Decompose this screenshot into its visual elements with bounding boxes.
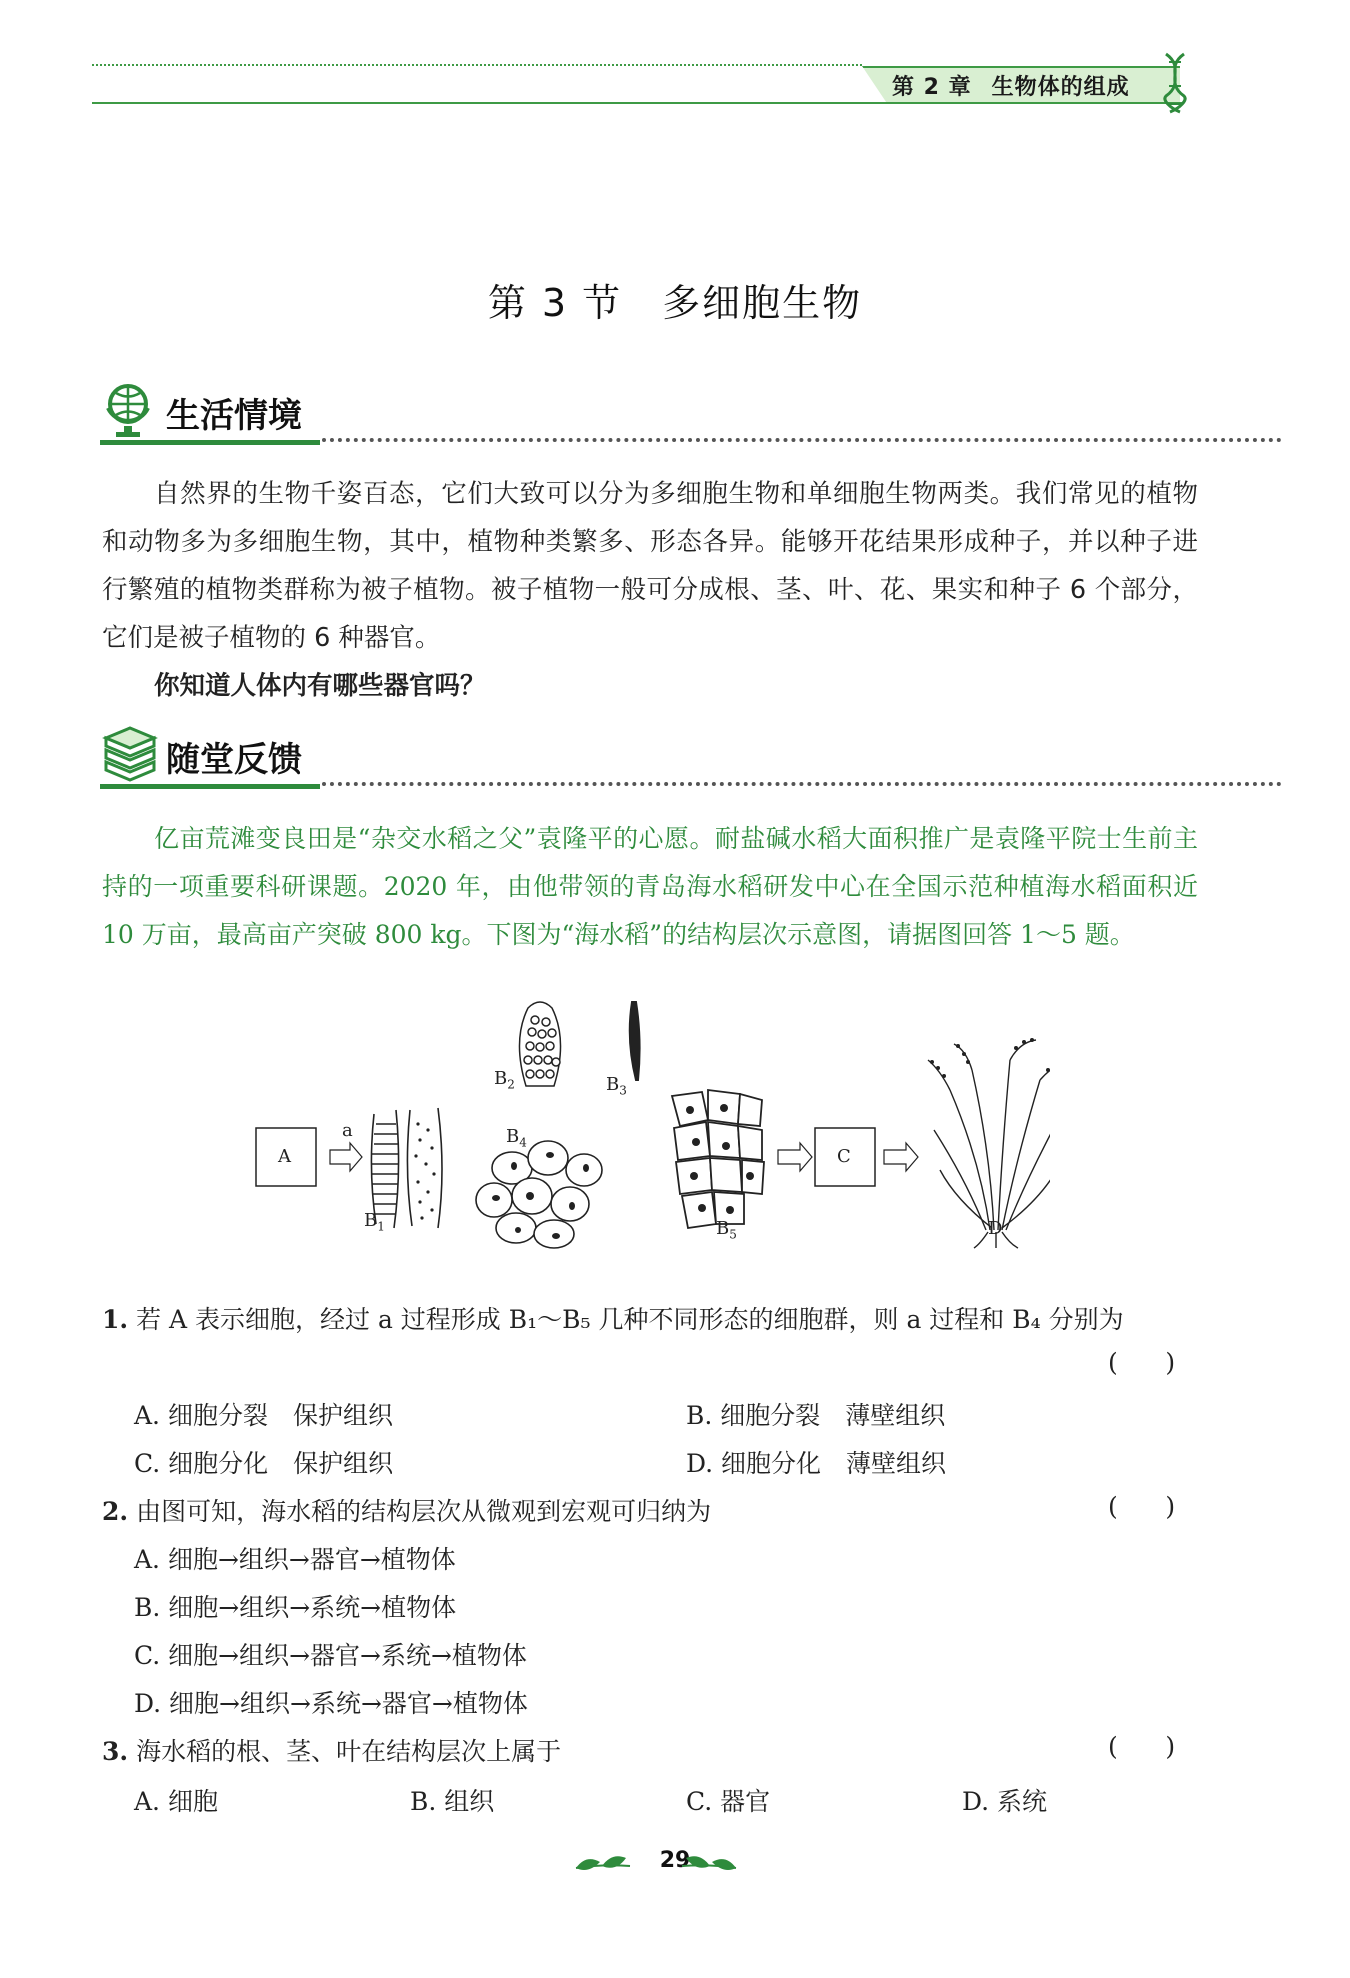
feedback-intro-text: 亿亩荒滩变良田是“杂交水稻之父”袁隆平的心愿。耐盐碱水稻大面积推广是袁隆平院士生前主持的一项重要科研课题。2020 年，由他带领的青岛海水稻研发中心在全国示范种植海水稻面积近 10 万亩，最高亩产突破 800 kg。下图为“海水稻”的结构层次示意图，请据图回答 1～5 题。 [102, 824, 1198, 949]
tissue-b2 [519, 1002, 560, 1086]
tissue-b1-dots [414, 1122, 435, 1219]
section-number: 第 3 节 [487, 281, 623, 325]
q2-option-d[interactable]: D. 细胞→组织→系统→器官→植物体 [134, 1689, 528, 1718]
rice-structure-diagram [250, 1000, 1050, 1250]
section-name: 多细胞生物 [662, 281, 863, 325]
q3-option-a[interactable]: A. 细胞 [134, 1787, 218, 1816]
question-2-number: 2. [102, 1497, 129, 1526]
heading-dots [322, 438, 1282, 442]
label-b1: $B_1$ [364, 1210, 385, 1234]
q2-option-c[interactable]: C. 细胞→组织→器官→系统→植物体 [134, 1641, 527, 1670]
rice-plant-d [928, 1040, 1050, 1248]
q2-option-b[interactable]: B. 细胞→组织→系统→植物体 [134, 1593, 457, 1622]
header-rule [92, 102, 1182, 104]
tissue-b5 [672, 1090, 764, 1228]
question-2 [102, 1492, 1198, 1528]
label-b4: $B_4$ [506, 1126, 527, 1150]
question-1 [102, 1300, 1198, 1336]
life-context-label: 生活情境 [166, 396, 302, 436]
feedback-label: 随堂反馈 [166, 740, 302, 780]
question-2-text: 由图可知，海水稻的结构层次从微观到宏观可归纳为 [136, 1497, 712, 1526]
rice-grains [930, 1038, 1050, 1078]
heading-bar [100, 440, 320, 445]
answer-blank-1[interactable]: ( ) [1108, 1348, 1176, 1377]
leaf-right-icon [680, 1850, 740, 1880]
q3-option-c[interactable]: C. 器官 [686, 1787, 771, 1816]
answer-blank-2[interactable]: ( ) [1108, 1492, 1176, 1521]
life-context-paragraph: 自然界的生物千姿百态，它们大致可以分为多细胞生物和单细胞生物两类。我们常见的植物和动物多为多细胞生物，其中，植物种类繁多、形态各异。能够开花结果形成种子，并以种子进行繁殖的植物类群称为被子植物。被子植物一般可分成根、茎、叶、花、果实和种子 6 个部分，它们是被子植物的 6 种器官。 [102, 479, 1198, 653]
heading-bar [100, 784, 320, 789]
q1-option-a[interactable]: A. 细胞分裂 保护组织 [134, 1401, 393, 1430]
label-a: A [278, 1146, 291, 1167]
chapter-number: 第 2 章 [892, 75, 972, 100]
q1-option-c[interactable]: C. 细胞分化 保护组织 [134, 1449, 394, 1478]
question-3 [102, 1732, 1198, 1768]
q3-option-b[interactable]: B. 组织 [410, 1787, 495, 1816]
q1-option-b[interactable]: B. 细胞分裂 薄壁组织 [686, 1401, 946, 1430]
label-b5: $B_5$ [716, 1218, 737, 1242]
header-dotted-line [92, 64, 862, 66]
life-context-text [102, 470, 1198, 710]
chapter-title: 生物体的组成 [991, 75, 1130, 100]
label-arrow-a: a [342, 1120, 353, 1141]
answer-blank-3[interactable]: ( ) [1108, 1732, 1176, 1761]
question-3-text: 海水稻的根、茎、叶在结构层次上属于 [136, 1737, 562, 1766]
q1-option-d[interactable]: D. 细胞分化 薄壁组织 [686, 1449, 947, 1478]
q2-option-a[interactable]: A. 细胞→组织→器官→植物体 [134, 1545, 456, 1574]
label-b2: $B_2$ [494, 1068, 515, 1092]
tissue-b4 [476, 1141, 602, 1248]
label-c: C [837, 1146, 851, 1167]
life-context-question: 你知道人体内有哪些器官吗？ [154, 671, 486, 701]
label-b3: $B_3$ [606, 1074, 627, 1098]
books-icon [100, 722, 160, 782]
feedback-intro [102, 815, 1198, 959]
label-d: D [988, 1218, 1003, 1239]
section-title [0, 272, 1350, 327]
globe-icon [100, 378, 160, 438]
question-1-number: 1. [102, 1305, 129, 1334]
tissue-b3 [630, 1002, 640, 1080]
arrow-to-d [884, 1143, 918, 1171]
chapter-header [892, 70, 1130, 101]
page-number: 29 [659, 1848, 691, 1873]
question-3-number: 3. [102, 1737, 129, 1766]
heading-dots [322, 782, 1282, 786]
dna-icon [1160, 52, 1190, 114]
q3-option-d[interactable]: D. 系统 [962, 1787, 1048, 1816]
arrow-a [330, 1143, 362, 1171]
arrow-to-c [778, 1143, 812, 1171]
question-1-text: 若 A 表示细胞，经过 a 过程形成 B₁～B₅ 几种不同形态的细胞群，则 a 过程和 B₄ 分别为 [136, 1305, 1124, 1334]
